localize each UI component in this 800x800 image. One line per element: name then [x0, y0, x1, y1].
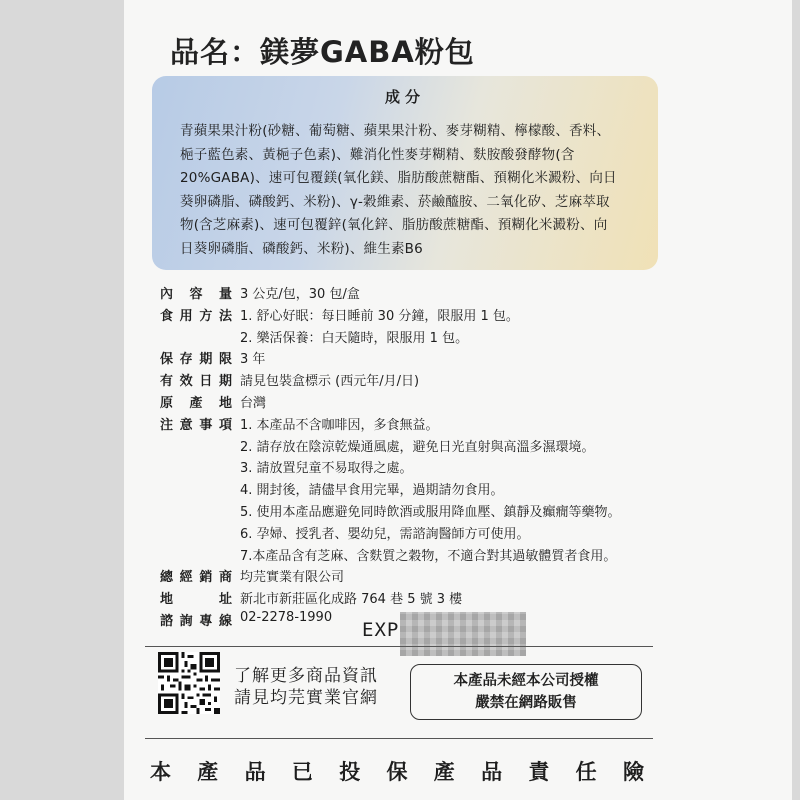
spec-row-content: [160, 283, 660, 305]
spec-label-address: 地 址: [160, 592, 232, 608]
usage-line: 2. 樂活保養：白天隨時，限服用 1 包。: [240, 330, 469, 346]
spec-label-content: 內 容 量: [160, 287, 232, 302]
divider: [145, 738, 653, 739]
spec-row-origin: [160, 392, 660, 414]
notes-line: 7.本產品含有芝麻、含麩質之穀物，不適合對其過敏體質者食用。: [240, 548, 617, 564]
spec-label-notes: 注 意 事 項: [160, 417, 232, 433]
spec-value-origin: 台灣: [240, 395, 267, 411]
spec-label-hotline: 諮 詢 專 線: [160, 613, 232, 629]
notes-line: 3. 請放置兒童不易取得之處。: [240, 461, 413, 477]
spec-row-notes-cont: [160, 479, 660, 501]
usage-line: 1. 舒心好眠：每日睡前 30 分鐘，限服用 1 包。: [240, 308, 519, 324]
spec-label-distributor: 總 經 銷 商: [160, 570, 232, 586]
divider: [145, 646, 653, 647]
spec-label-expiry: 有 效 日 期: [160, 374, 232, 390]
spec-value-hotline: 02-2278-1990: [240, 609, 333, 625]
notes-line: 5. 使用本產品應避免同時飲酒或服用降血壓、鎮靜及癲癇等藥物。: [240, 504, 621, 520]
notes-line: 6. 孕婦、授乳者、嬰幼兒，需諮詢醫師方可使用。: [240, 526, 530, 542]
spec-row-distributor: [160, 566, 660, 588]
ingredient-box: [152, 76, 658, 270]
spec-table: [160, 283, 660, 632]
spec-row-usage-cont: [160, 327, 660, 349]
spec-row-address: [160, 588, 660, 610]
spec-value-content: 3 公克/包，30 包/盒: [240, 287, 360, 302]
notes-line: 1. 本產品不含咖啡因，多食無益。: [240, 417, 439, 433]
spec-row-shelf-life: [160, 348, 660, 370]
qr-code-icon[interactable]: [158, 652, 220, 714]
ingredient-line: 葵卵磷脂、磷酸鈣、米粉)、γ-穀維素、菸鹼醯胺、二氧化矽、芝麻萃取: [180, 193, 610, 210]
expiry-code-label: EXP: [362, 619, 400, 641]
spec-row-usage: [160, 305, 660, 327]
spec-value-distributor: 均芫實業有限公司: [240, 570, 345, 586]
spec-row-notes-cont: [160, 457, 660, 479]
spec-label-shelf-life: 保 存 期 限: [160, 352, 232, 368]
product-title: 品名：鎂夢GABA粉包: [170, 35, 475, 69]
spec-label-usage: 食 用 方 法: [160, 308, 232, 324]
ingredient-line: 青蘋果果汁粉(砂糖、葡萄糖、蘋果果汁粉、麥芽糊精、檸檬酸、香料、: [180, 123, 611, 139]
ingredient-line: 20%GABA)、速可包覆鎂(氧化鎂、脂肪酸蔗糖酯、預糊化米澱粉、向日: [180, 170, 617, 186]
spec-value-address: 新北市新莊區化成路 764 巷 5 號 3 樓: [240, 592, 463, 608]
spec-value-shelf-life: 3 年: [240, 352, 266, 368]
spec-row-notes-cont: [160, 436, 660, 458]
spec-label-origin: 原 產 地: [160, 395, 232, 411]
spec-value-expiry: 請見包裝盒標示 (西元年/月/日): [240, 374, 420, 390]
spec-row-notes-cont: [160, 501, 660, 523]
notes-line: 4. 開封後，請儘早食用完畢，過期請勿食用。: [240, 483, 504, 499]
notes-line: 2. 請存放在陰涼乾燥通風處，避免日光直射與高溫多濕環境。: [240, 439, 595, 455]
ingredient-line: 梔子藍色素、黃梔子色素)、難消化性麥芽糊精、麩胺酸發酵物(含: [180, 146, 575, 163]
unauthorized-sale-notice: 本產品未經本公司授權 嚴禁在網路販售: [410, 664, 642, 720]
spec-row-expiry: [160, 370, 660, 392]
qr-caption: 了解更多商品資訊 請見均芫實業官網: [234, 666, 378, 708]
ingredient-text: [180, 120, 638, 261]
spec-row-notes: [160, 414, 660, 436]
spec-row-notes-cont: [160, 545, 660, 567]
blurred-batch-code: [400, 612, 526, 656]
spec-row-notes-cont: [160, 523, 660, 545]
ingredient-line: 物(含芝麻素)、速可包覆鋅(氧化鋅、脂肪酸蔗糖酯、預糊化米澱粉、向: [180, 217, 608, 233]
ingredient-line: 日葵卵磷脂、磷酸鈣、米粉)、維生素B6: [180, 240, 423, 257]
insurance-statement: 本 產 品 已 投 保 產 品 責 任 險: [150, 760, 650, 784]
ingredient-heading: 成分: [384, 88, 425, 106]
